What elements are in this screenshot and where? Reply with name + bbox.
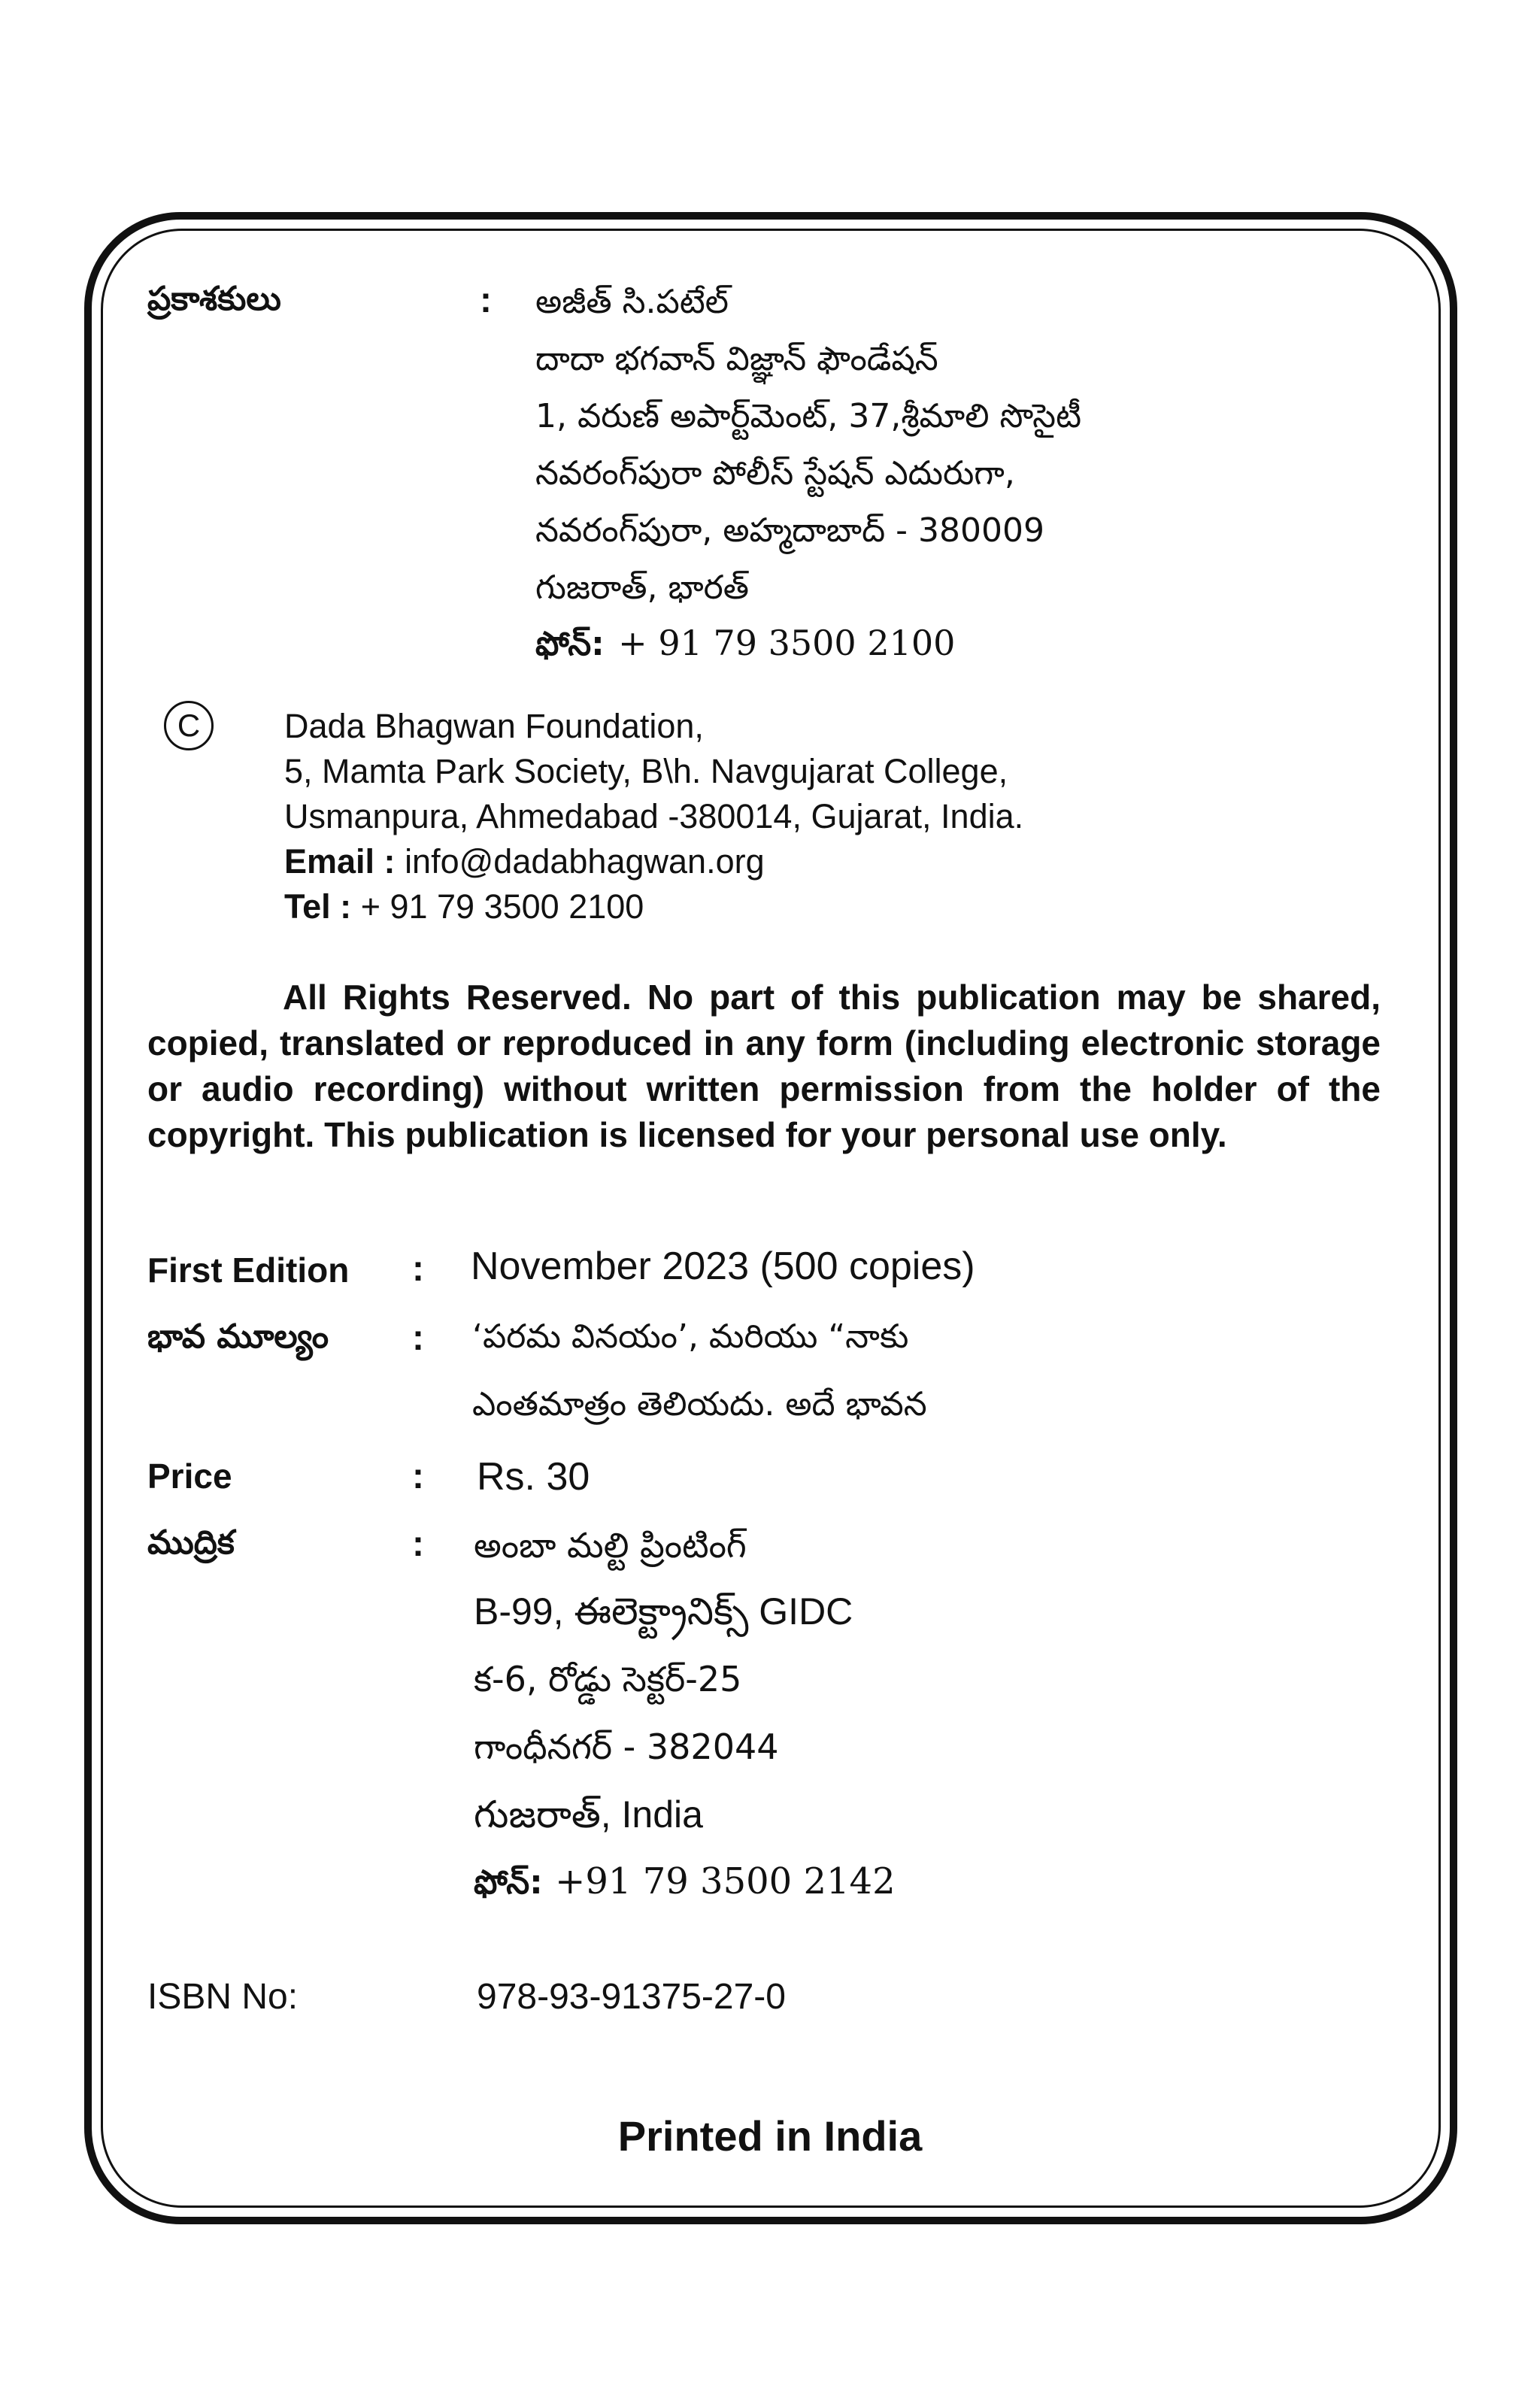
publisher-phone — [535, 623, 955, 672]
publisher-line-3: 1, వరుణ్ అపార్ట్‌మెంట్, 37,శ్రీమాలి సొసైటీ — [535, 397, 1082, 435]
bhava-label: భావ మూల్యం — [147, 1317, 329, 1356]
bhava-line-2: ఎంతమాత్రం తెలియదు. అదే భావన — [472, 1385, 927, 1423]
price-label: Price — [147, 1457, 232, 1496]
first-edition-label: First Edition — [147, 1251, 350, 1290]
publisher-phone-label: ఫోన్: — [535, 625, 605, 663]
printer-phone — [474, 1860, 896, 1910]
rights-paragraph — [147, 975, 1381, 1158]
publisher-line-1: అజీత్ సి.పటేల్ — [535, 283, 729, 321]
publisher-label: ప్రకాశకులు — [147, 280, 281, 318]
copyright-icon: C — [164, 701, 214, 750]
printer-colon: : — [412, 1524, 424, 1564]
printer-label: ముద్రిక — [147, 1523, 235, 1562]
isbn-label: ISBN No: — [147, 1977, 299, 2017]
printer-line-2: B-99, ఈలెక్ట్రానిక్స్ GIDC — [474, 1590, 853, 1633]
copyright-email — [284, 842, 765, 881]
publisher-line-6: గుజరాత్, భారత్ — [535, 568, 749, 607]
printer-phone-label: ఫోన్: — [474, 1863, 543, 1902]
copyright-line-2: 5, Mamta Park Society, B\h. Navgujarat College, — [284, 752, 1008, 790]
bhava-line-1: ‘పరమ వినయం’, మరియు “నాకు — [472, 1317, 909, 1356]
email-value: info@dadabhagwan.org — [405, 842, 765, 881]
printer-line-1: అంబా మల్టి ప్రింటింగ్ — [474, 1525, 747, 1566]
publisher-colon: : — [480, 280, 492, 320]
bhava-colon: : — [412, 1318, 424, 1358]
rights-text: All Rights Reserved. No part of this publication may be shared, copied, translated or reproduced in any form (including electronic storage or audio recording) without written permission from the holder of the copyright. This publication is licensed for your personal use only. — [147, 978, 1381, 1154]
price-value: Rs. 30 — [477, 1455, 590, 1499]
printer-line-4: గాంధీనగర్ - 382044 — [474, 1726, 779, 1767]
publisher-line-5: నవరంగ్‌పురా, అహ్మదాబాద్ - 380009 — [535, 511, 1044, 550]
printer-phone-number: +91 79 3500 2142 — [555, 1860, 896, 1902]
isbn-value: 978-93-91375-27-0 — [477, 1977, 786, 2017]
publisher-line-4: నవరంగ్‌పురా పోలీస్ స్టేషన్ ఎదురుగా, — [535, 454, 1015, 493]
copyright-line-1: Dada Bhagwan Foundation, — [284, 707, 704, 745]
printed-in-india: Printed in India — [617, 2112, 923, 2160]
publisher-phone-number: + 91 79 3500 2100 — [618, 623, 956, 663]
tel-value: + 91 79 3500 2100 — [360, 887, 644, 926]
printer-line-5: గుజరాత్, India — [474, 1793, 703, 1836]
printer-line-3: క-6, రోడ్డు సెక్టర్-25 — [474, 1659, 742, 1699]
copyright-line-3: Usmanpura, Ahmedabad -380014, Gujarat, India. — [284, 797, 1024, 835]
email-label: Email : — [284, 842, 396, 881]
first-edition-value: November 2023 (500 copies) — [471, 1244, 975, 1288]
tel-label: Tel : — [284, 887, 352, 926]
copyright-tel — [284, 887, 644, 926]
price-colon: : — [412, 1457, 424, 1496]
publisher-line-2: దాదా భగవాన్ విజ్ఞాన్ ఫౌండేషన్ — [535, 340, 938, 378]
first-edition-colon: : — [412, 1249, 424, 1289]
